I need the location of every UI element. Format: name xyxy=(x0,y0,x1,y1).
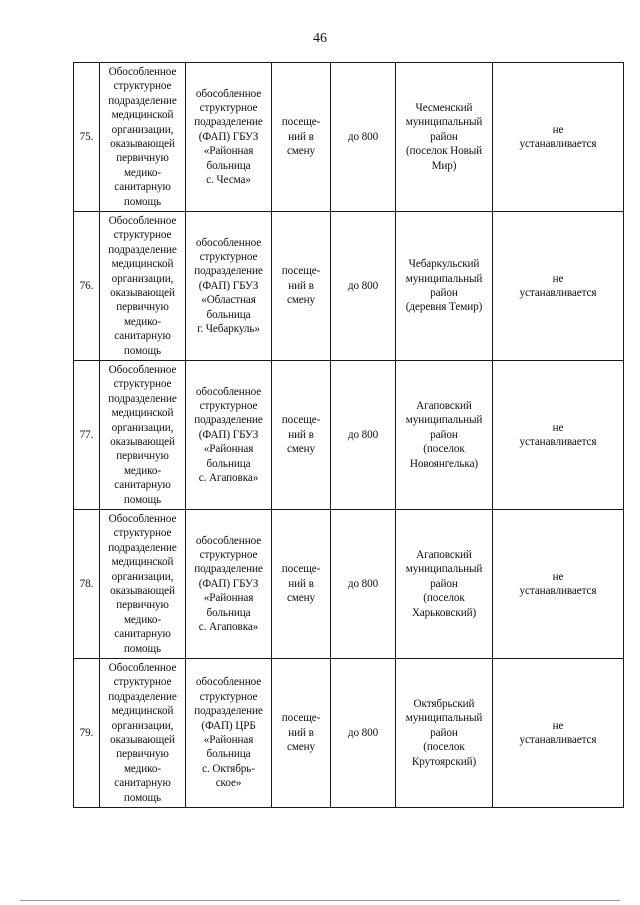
row-number: 75. xyxy=(74,63,100,212)
facility-name: обособленное структурное подразделение (ФАП) ЦРБ «Районная больница с. Октябрь- ское» xyxy=(186,659,272,808)
facility-name: обособленное структурное подразделение (ФАП) ГБУЗ «Районная больница с. Чесма» xyxy=(186,63,272,212)
facility-name: обособленное структурное подразделение (ФАП) ГБУЗ «Областная больница г. Чебаркуль» xyxy=(186,212,272,361)
facility-location: Агаповский муниципальный район (поселок Харьковский) xyxy=(396,510,493,659)
facility-type: Обособленное структурное подразделение медицинской организации, оказывающей первичную медико- санитарную помощь xyxy=(100,659,186,808)
page-number: 46 xyxy=(313,31,327,46)
capacity-value: до 800 xyxy=(331,510,396,659)
facility-name: обособленное структурное подразделение (ФАП) ГБУЗ «Районная больница с. Агаповка» xyxy=(186,361,272,510)
facility-type: Обособленное структурное подразделение медицинской организации, оказывающей первичную медико- санитарную помощь xyxy=(100,510,186,659)
zone-status: не устанавливается xyxy=(493,510,624,659)
facility-name: обособленное структурное подразделение (ФАП) ГБУЗ «Районная больница с. Агаповка» xyxy=(186,510,272,659)
facilities-table xyxy=(73,62,624,808)
zone-status: не устанавливается xyxy=(493,212,624,361)
table-row xyxy=(74,659,624,808)
table-row xyxy=(74,361,624,510)
row-number: 79. xyxy=(74,659,100,808)
row-number: 77. xyxy=(74,361,100,510)
facility-location: Чесменский муниципальный район (поселок Новый Мир) xyxy=(396,63,493,212)
capacity-value: до 800 xyxy=(331,212,396,361)
facility-location: Чебаркульский муниципальный район (деревня Темир) xyxy=(396,212,493,361)
facility-type: Обособленное структурное подразделение медицинской организации, оказывающей первичную медико- санитарную помощь xyxy=(100,361,186,510)
capacity-value: до 800 xyxy=(331,361,396,510)
capacity-unit: посеще- ний в смену xyxy=(272,63,331,212)
zone-status: не устанавливается xyxy=(493,361,624,510)
scan-edge-line xyxy=(20,900,620,901)
facility-location: Агаповский муниципальный район (поселок Новоянгелька) xyxy=(396,361,493,510)
table-row xyxy=(74,510,624,659)
capacity-unit: посеще- ний в смену xyxy=(272,510,331,659)
facility-type: Обособленное структурное подразделение медицинской организации, оказывающей первичную медико- санитарную помощь xyxy=(100,212,186,361)
row-number: 76. xyxy=(74,212,100,361)
zone-status: не устанавливается xyxy=(493,659,624,808)
facility-type: Обособленное структурное подразделение медицинской организации, оказывающей первичную медико- санитарную помощь xyxy=(100,63,186,212)
facility-location: Октябрьский муниципальный район (поселок Крутоярский) xyxy=(396,659,493,808)
capacity-unit: посеще- ний в смену xyxy=(272,361,331,510)
zone-status: не устанавливается xyxy=(493,63,624,212)
table-row xyxy=(74,212,624,361)
capacity-unit: посеще- ний в смену xyxy=(272,659,331,808)
table-row xyxy=(74,63,624,212)
row-number: 78. xyxy=(74,510,100,659)
capacity-unit: посеще- ний в смену xyxy=(272,212,331,361)
capacity-value: до 800 xyxy=(331,659,396,808)
capacity-value: до 800 xyxy=(331,63,396,212)
